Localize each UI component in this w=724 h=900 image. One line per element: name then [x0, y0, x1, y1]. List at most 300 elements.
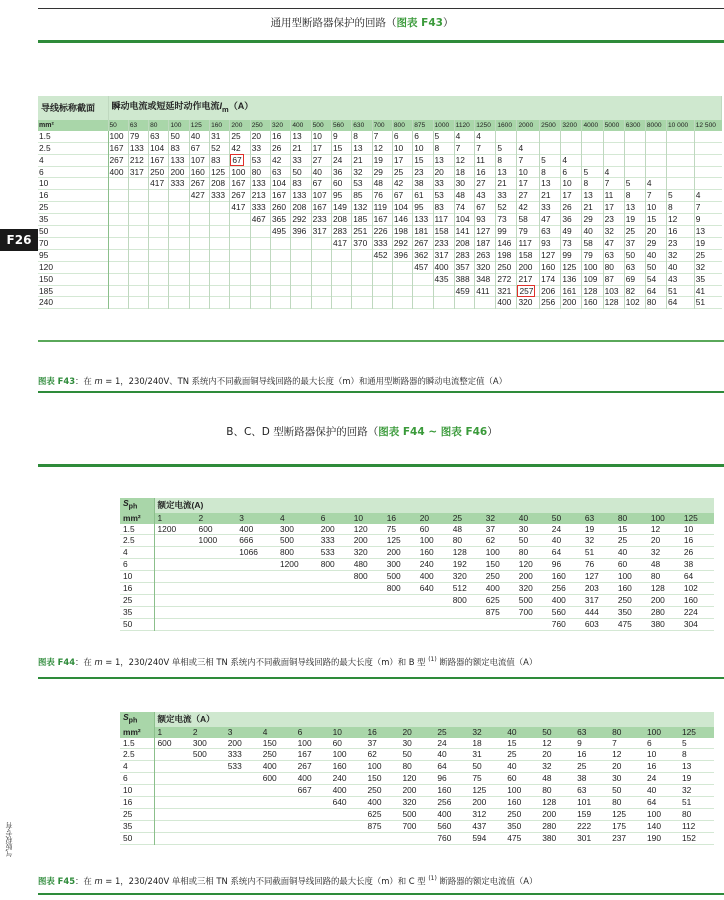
- value-cell: 12: [650, 523, 661, 534]
- value-cell: 167: [311, 202, 331, 214]
- caption-f43: 图表 F43：在 m = 1，230/240V、TN 系统内不同截面铜导线回路的最大长度（m）和通用型断路器的瞬动电流整定值（A）: [38, 376, 508, 386]
- value-cell: 23: [413, 166, 433, 178]
- value-cell: 603: [584, 618, 599, 629]
- value-cell: 11: [475, 154, 496, 166]
- value-cell: 1200: [279, 559, 299, 570]
- value-cell: [694, 154, 721, 166]
- value-cell: 47: [603, 237, 624, 249]
- side-caption: 气版权专有: [5, 822, 13, 857]
- value-cell: 112: [681, 820, 696, 831]
- value-cell: 21: [352, 154, 372, 166]
- current-header: 4000: [582, 120, 603, 131]
- value-cell: 217: [517, 273, 540, 285]
- value-cell: 101: [577, 797, 592, 808]
- value-cell: [271, 249, 291, 261]
- cross-section-cell: 6: [120, 559, 154, 571]
- table-row: [38, 166, 722, 178]
- value-cell: 283: [454, 249, 475, 261]
- value-cell: 48: [452, 523, 463, 534]
- value-cell: 200: [227, 737, 242, 748]
- value-cell: 350: [617, 606, 632, 617]
- value-cell: 19: [695, 237, 706, 248]
- value-cell: 63: [540, 226, 561, 238]
- value-cell: 12: [542, 737, 552, 748]
- value-cell: 104: [392, 202, 412, 214]
- current-header: 80: [615, 513, 648, 524]
- value-cell: [210, 214, 230, 226]
- value-cell: 8: [582, 178, 603, 190]
- value-cell: [108, 226, 128, 238]
- value-cell: 80: [645, 297, 666, 309]
- value-cell: [311, 273, 331, 285]
- value-cell: 102: [683, 583, 698, 594]
- value-cell: [260, 820, 295, 832]
- cross-section-cell: 25: [120, 594, 154, 606]
- value-cell: 31: [210, 131, 230, 142]
- value-cell: 146: [496, 237, 517, 249]
- value-cell: [128, 285, 148, 297]
- value-cell: 9: [695, 214, 701, 225]
- table-row: [120, 738, 714, 749]
- value-cell: 7: [517, 154, 540, 166]
- current-header: 63: [574, 727, 609, 738]
- value-cell: [230, 214, 250, 226]
- value-cell: 29: [372, 166, 392, 178]
- value-cell: 365: [271, 214, 291, 226]
- value-cell: 9: [577, 737, 582, 748]
- current-header: 3200: [561, 120, 582, 131]
- value-cell: [331, 249, 351, 261]
- value-cell: [128, 273, 148, 285]
- cross-section-cell: 1.5: [120, 738, 154, 749]
- highlighted-value: 257: [519, 285, 534, 296]
- value-cell: 103: [603, 285, 624, 297]
- value-cell: 267: [230, 190, 250, 202]
- value-cell: 21: [496, 178, 517, 190]
- table-f45: [120, 712, 714, 845]
- value-cell: 20: [650, 535, 661, 546]
- value-cell: 600: [198, 523, 213, 534]
- current-header: 100: [644, 727, 679, 738]
- value-cell: [413, 297, 433, 309]
- value-cell: 333: [250, 202, 270, 214]
- value-cell: [624, 166, 645, 178]
- value-cell: 125: [561, 261, 582, 273]
- value-cell: 32: [667, 249, 695, 261]
- value-cell: 152: [681, 832, 696, 843]
- value-cell: [189, 273, 209, 285]
- current-header: 8000: [645, 120, 666, 131]
- value-cell: 7: [454, 142, 475, 154]
- value-cell: 200: [517, 261, 540, 273]
- value-cell: 25: [617, 535, 628, 546]
- value-cell: [154, 583, 196, 595]
- value-cell: [260, 832, 295, 844]
- value-cell: 21: [540, 190, 561, 202]
- value-cell: 21: [582, 202, 603, 214]
- current-header: 320: [271, 120, 291, 131]
- value-cell: [250, 226, 270, 238]
- value-cell: 272: [496, 273, 517, 285]
- value-cell: [108, 285, 128, 297]
- value-cell: [311, 249, 331, 261]
- value-cell: [645, 154, 666, 166]
- value-cell: 25: [577, 761, 587, 772]
- current-header: 800: [392, 120, 412, 131]
- value-cell: 13: [695, 226, 706, 237]
- value-cell: [225, 820, 260, 832]
- value-cell: 133: [250, 178, 270, 190]
- caption-rule: [38, 893, 724, 895]
- value-cell: 8: [540, 166, 561, 178]
- value-cell: [352, 297, 372, 309]
- value-cell: 5: [433, 131, 454, 142]
- current-header: 40: [504, 727, 539, 738]
- value-cell: [108, 237, 128, 249]
- value-cell: 200: [542, 808, 557, 819]
- value-cell: [154, 761, 190, 773]
- value-cell: 250: [262, 749, 277, 760]
- value-cell: [351, 583, 384, 595]
- table-row: [120, 594, 714, 606]
- value-cell: [330, 808, 365, 820]
- value-cell: [230, 273, 250, 285]
- header-cross-section: 导线标称截面: [38, 96, 108, 120]
- value-cell: 7: [603, 178, 624, 190]
- value-cell: 40: [667, 261, 695, 273]
- current-header: 875: [413, 120, 433, 131]
- cross-section-cell: 150: [38, 273, 108, 285]
- value-cell: [516, 618, 549, 630]
- value-cell: [210, 273, 230, 285]
- value-cell: 146: [392, 214, 412, 226]
- value-cell: 63: [624, 261, 645, 273]
- value-cell: [291, 237, 311, 249]
- value-cell: [210, 297, 230, 309]
- value-cell: [603, 142, 624, 154]
- value-cell: [260, 797, 295, 809]
- value-cell: [295, 832, 330, 844]
- current-header: 2: [196, 513, 237, 524]
- value-cell: 53: [250, 154, 270, 166]
- current-header: 63: [128, 120, 148, 131]
- current-header: 1120: [454, 120, 475, 131]
- value-cell: 73: [561, 237, 582, 249]
- value-cell: 50: [612, 785, 622, 796]
- value-cell: [149, 237, 169, 249]
- value-cell: 35: [695, 273, 706, 284]
- value-cell: 213: [250, 190, 270, 202]
- value-cell: 640: [419, 583, 434, 594]
- value-cell: [108, 214, 128, 226]
- current-header: 125: [681, 513, 714, 524]
- value-cell: 411: [475, 285, 496, 297]
- value-cell: [291, 261, 311, 273]
- value-cell: [250, 237, 270, 249]
- value-cell: 6: [413, 131, 433, 142]
- value-cell: 127: [584, 571, 599, 582]
- value-cell: 24: [437, 737, 447, 748]
- value-cell: [291, 249, 311, 261]
- value-cell: [311, 261, 331, 273]
- value-cell: 6: [392, 131, 412, 142]
- value-cell: 5: [496, 142, 517, 154]
- value-cell: 17: [392, 154, 412, 166]
- value-cell: [154, 535, 196, 547]
- value-cell: [230, 261, 250, 273]
- value-cell: 63: [577, 785, 587, 796]
- value-cell: 64: [645, 285, 666, 297]
- value-cell: [189, 285, 209, 297]
- value-cell: [154, 820, 190, 832]
- value-cell: 7: [372, 131, 392, 142]
- value-cell: 10: [647, 749, 657, 760]
- value-cell: 160: [582, 297, 603, 309]
- table-row: [120, 618, 714, 630]
- value-cell: [128, 249, 148, 261]
- section-title-f43: 通用型断路器保护的回路（图表 F43）: [270, 17, 454, 29]
- value-cell: 400: [367, 797, 382, 808]
- value-cell: [392, 285, 412, 297]
- value-cell: 64: [551, 547, 562, 558]
- sph-label: $S_{ph}$: [120, 498, 154, 513]
- value-cell: 27: [475, 178, 496, 190]
- value-cell: 200: [386, 547, 401, 558]
- unit-label: mm²: [38, 120, 108, 131]
- caption-rule: [38, 391, 724, 393]
- current-header: 50: [539, 727, 574, 738]
- value-cell: 24: [551, 523, 562, 534]
- current-header: 80: [149, 120, 169, 131]
- value-cell: 160: [617, 583, 632, 594]
- value-cell: 13: [681, 761, 692, 772]
- value-cell: [154, 749, 190, 761]
- value-cell: 301: [577, 832, 592, 843]
- value-cell: 167: [271, 190, 291, 202]
- value-cell: 48: [454, 190, 475, 202]
- value-cell: 50: [645, 261, 666, 273]
- value-cell: 5: [624, 178, 645, 190]
- value-cell: 63: [603, 249, 624, 261]
- value-cell: 24: [647, 773, 657, 784]
- value-cell: 79: [582, 249, 603, 261]
- value-cell: 267: [108, 154, 128, 166]
- value-cell: [108, 273, 128, 285]
- value-cell: 50: [518, 535, 529, 546]
- value-cell: [331, 273, 351, 285]
- value-cell: [295, 797, 330, 809]
- value-cell: [128, 190, 148, 202]
- value-cell: [694, 178, 721, 190]
- value-cell: 10: [517, 166, 540, 178]
- value-cell: 260: [271, 202, 291, 214]
- value-cell: 76: [584, 559, 595, 570]
- value-cell: 500: [192, 749, 207, 760]
- value-cell: 206: [540, 285, 561, 297]
- value-cell: [225, 773, 260, 785]
- value-cell: [540, 131, 561, 142]
- value-cell: 13: [582, 190, 603, 202]
- value-cell: 167: [230, 178, 250, 190]
- value-cell: 29: [645, 237, 666, 249]
- value-cell: 38: [577, 773, 587, 784]
- value-cell: 48: [542, 773, 552, 784]
- value-cell: 75: [386, 523, 397, 534]
- value-cell: 50: [402, 749, 412, 760]
- table-row: [120, 524, 714, 535]
- value-cell: 233: [311, 214, 331, 226]
- value-cell: 475: [507, 832, 522, 843]
- value-cell: 500: [386, 571, 401, 582]
- value-cell: 321: [496, 285, 517, 297]
- value-cell: 120: [518, 559, 533, 570]
- current-header: 4: [277, 513, 318, 524]
- current-header: 400: [291, 120, 311, 131]
- value-cell: 36: [561, 214, 582, 226]
- value-cell: 125: [612, 808, 627, 819]
- value-cell: 317: [311, 226, 331, 238]
- value-cell: 400: [496, 297, 517, 309]
- value-cell: [169, 249, 189, 261]
- unit-label: mm²: [120, 727, 154, 738]
- value-cell: 128: [452, 547, 467, 558]
- value-cell: 19: [624, 214, 645, 226]
- value-cell: [196, 618, 237, 630]
- value-cell: 40: [551, 535, 562, 546]
- value-cell: 41: [695, 285, 706, 296]
- value-cell: 437: [472, 820, 487, 831]
- current-header: 32: [469, 727, 504, 738]
- value-cell: 48: [650, 559, 661, 570]
- value-cell: 48: [372, 178, 392, 190]
- value-cell: [149, 297, 169, 309]
- value-cell: 292: [291, 214, 311, 226]
- value-cell: [667, 131, 695, 142]
- value-cell: [311, 285, 331, 297]
- value-cell: 32: [650, 547, 661, 558]
- value-cell: 32: [352, 166, 372, 178]
- value-cell: 5: [667, 190, 695, 202]
- value-cell: 80: [603, 261, 624, 273]
- value-cell: 267: [189, 178, 209, 190]
- value-cell: 37: [624, 237, 645, 249]
- value-cell: 100: [582, 261, 603, 273]
- value-cell: 5: [540, 154, 561, 166]
- current-header: 100: [648, 513, 681, 524]
- value-cell: [128, 178, 148, 190]
- value-cell: 500: [402, 808, 417, 819]
- value-cell: 16: [475, 166, 496, 178]
- value-cell: 500: [279, 535, 294, 546]
- value-cell: 64: [437, 761, 447, 772]
- value-cell: 500: [518, 594, 533, 605]
- value-cell: [291, 297, 311, 309]
- cross-section-cell: 25: [38, 202, 108, 214]
- value-cell: [271, 273, 291, 285]
- value-cell: 267: [413, 237, 433, 249]
- value-cell: 800: [452, 594, 467, 605]
- value-cell: 80: [542, 785, 552, 796]
- value-cell: 30: [612, 773, 622, 784]
- value-cell: [190, 832, 225, 844]
- value-cell: [149, 285, 169, 297]
- value-cell: 8: [681, 749, 687, 760]
- value-cell: 140: [647, 820, 661, 831]
- value-cell: 10: [561, 178, 582, 190]
- value-cell: 12: [667, 214, 695, 226]
- value-cell: 250: [367, 785, 382, 796]
- value-cell: 13: [496, 166, 517, 178]
- value-cell: 42: [230, 142, 250, 154]
- value-cell: [149, 226, 169, 238]
- value-cell: [154, 808, 190, 820]
- value-cell: 149: [331, 202, 351, 214]
- table-row: [38, 261, 722, 273]
- value-cell: [250, 249, 270, 261]
- value-cell: 533: [320, 547, 335, 558]
- value-cell: 136: [561, 273, 582, 285]
- cross-section-cell: 4: [120, 547, 154, 559]
- value-cell: [169, 202, 189, 214]
- value-cell: [694, 131, 721, 142]
- value-cell: 32: [584, 535, 595, 546]
- value-cell: [210, 249, 230, 261]
- value-cell: [154, 797, 190, 809]
- cross-section-cell: 10: [120, 571, 154, 583]
- value-cell: [352, 261, 372, 273]
- value-cell: 10: [392, 142, 412, 154]
- table-row: [38, 190, 722, 202]
- value-cell: [196, 547, 237, 559]
- value-cell: 53: [352, 178, 372, 190]
- table-row: [120, 797, 714, 809]
- value-cell: [250, 261, 270, 273]
- cross-section-cell: 10: [120, 785, 154, 797]
- value-cell: 7: [645, 190, 666, 202]
- value-cell: 60: [507, 773, 517, 784]
- value-cell: [624, 131, 645, 142]
- value-cell: [351, 594, 384, 606]
- value-cell: [295, 808, 330, 820]
- value-cell: 1200: [157, 523, 177, 534]
- value-cell: 62: [367, 749, 377, 760]
- value-cell: 263: [475, 249, 496, 261]
- value-cell: [149, 249, 169, 261]
- value-cell: [384, 606, 417, 618]
- cross-section-cell: 95: [38, 249, 108, 261]
- value-cell: [624, 154, 645, 166]
- value-cell: 161: [561, 285, 582, 297]
- value-cell: 133: [291, 190, 311, 202]
- value-cell: 83: [169, 142, 189, 154]
- value-cell: [190, 785, 225, 797]
- value-cell: 185: [352, 214, 372, 226]
- value-cell: 158: [517, 249, 540, 261]
- value-cell: 200: [518, 571, 533, 582]
- value-cell: 200: [169, 166, 189, 178]
- value-cell: [230, 285, 250, 297]
- value-cell: 100: [419, 535, 434, 546]
- value-cell: 127: [475, 226, 496, 238]
- value-cell: 4: [603, 166, 624, 178]
- value-cell: 67: [392, 190, 412, 202]
- value-cell: 53: [433, 190, 454, 202]
- current-header: 3: [225, 727, 260, 738]
- value-cell: 40: [582, 226, 603, 238]
- section-title-f44-46: B、C、D 型断路器保护的回路（图表 F44 ~ 图表 F46）: [226, 426, 498, 438]
- value-cell: 31: [472, 749, 482, 760]
- value-cell: [603, 131, 624, 142]
